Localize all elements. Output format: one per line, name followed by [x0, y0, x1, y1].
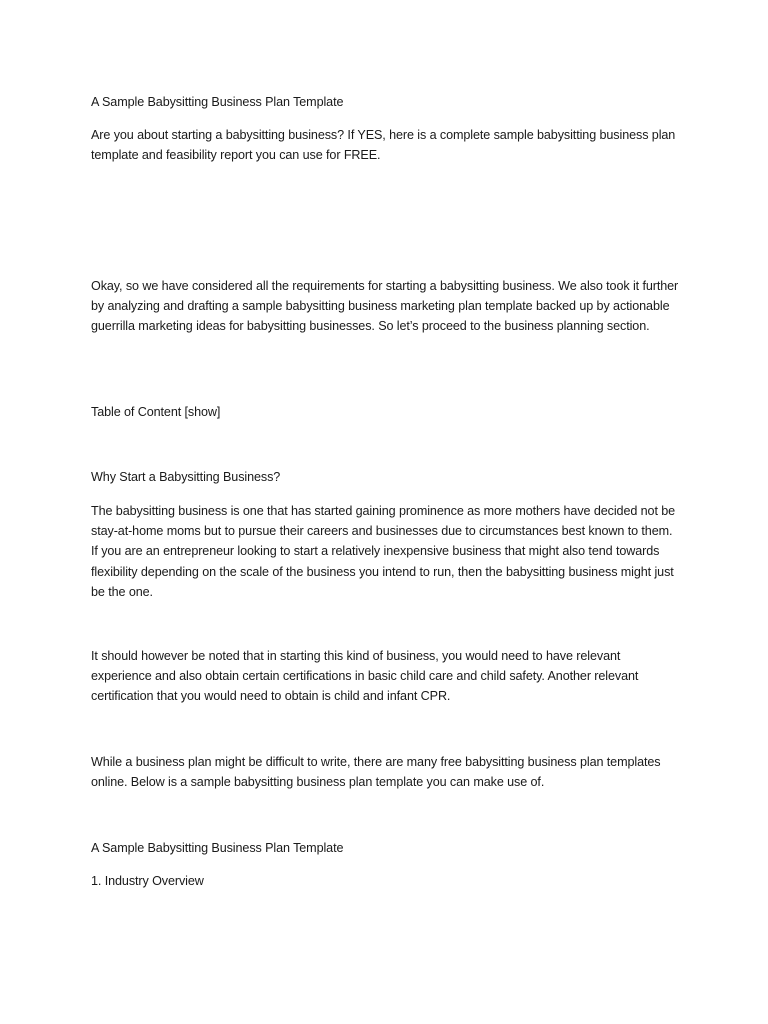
certifications-paragraph: It should however be noted that in starting this kind of business, you would need to have relevant experience and also obtain certain certifications in basic child care and child safety. Another relevant certification that you would need to obtain is child and infant CPR. [91, 649, 639, 704]
template-heading: A Sample Babysitting Business Plan Template [91, 841, 344, 855]
templates-paragraph: While a business plan might be difficult to write, there are many free babysitting business plan templates online. Below is a sample babysitting business plan template you can make use of. [91, 755, 661, 790]
document-title: A Sample Babysitting Business Plan Template [91, 95, 344, 109]
why-start-paragraph: The babysitting business is one that has started gaining prominence as more mothers have decided not be stay-at-home moms but to pursue their careers and businesses due to circumstances best known to them. If you are an entrepreneur looking to start a relatively inexpensive business that might also tend towards flexibility depending on the scale of the business you intend to run, then the babysitting business might just be the one. [91, 504, 676, 599]
requirements-paragraph: Okay, so we have considered all the requirements for starting a babysitting business. We also took it further by analyzing and drafting a sample babysitting business marketing plan template backed up by actionable guerrilla marketing ideas for babysitting businesses. So let’s proceed to the business planning section. [91, 279, 679, 334]
table-of-content-toggle[interactable]: Table of Content [show] [91, 405, 221, 419]
why-start-heading: Why Start a Babysitting Business? [91, 470, 281, 484]
intro-paragraph: Are you about starting a babysitting business? If YES, here is a complete sample babysitting business plan template and feasibility report you can use for FREE. [91, 128, 676, 163]
industry-overview-heading: 1. Industry Overview [91, 874, 204, 888]
